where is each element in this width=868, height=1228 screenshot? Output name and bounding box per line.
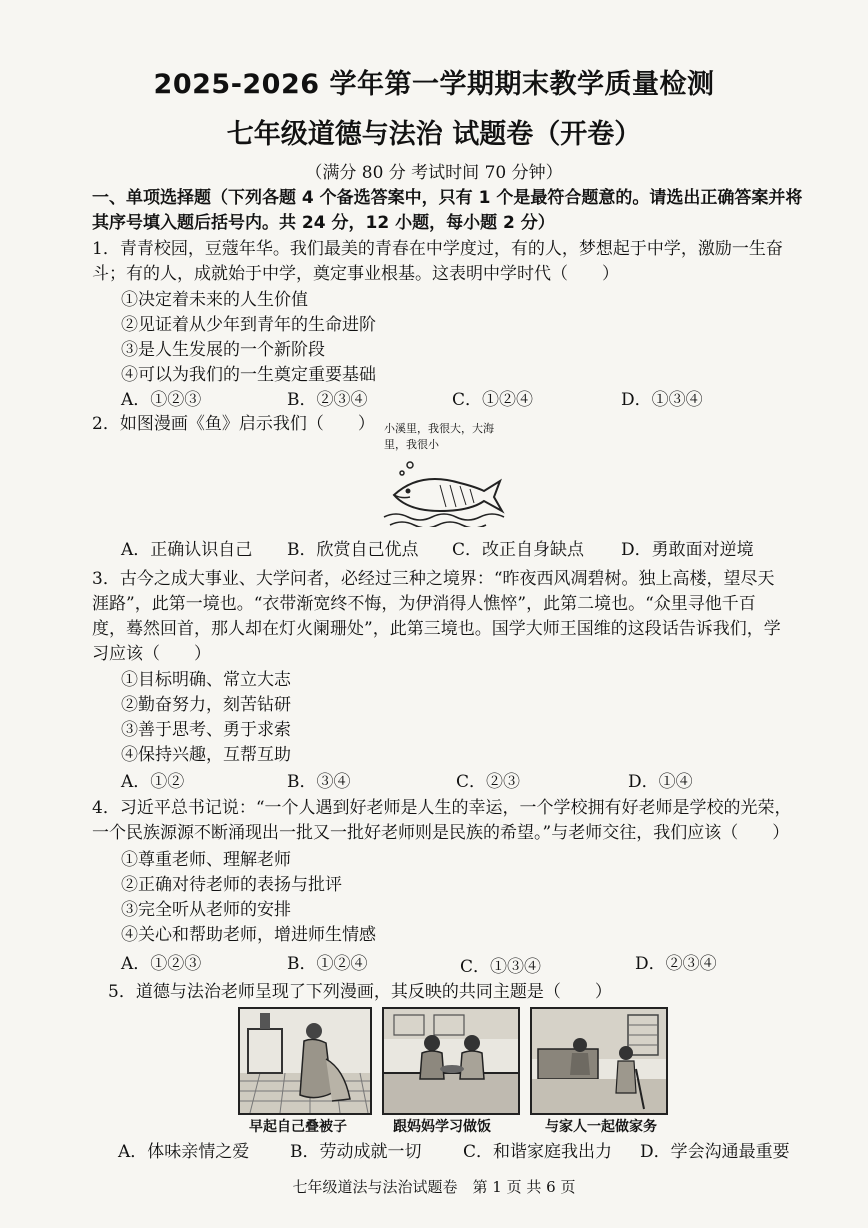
section-heading-line1: 一、单项选择题（下列各题 4 个备选答案中，只有 1 个是最符合题意的。请选出正确答案并将 xyxy=(92,188,803,208)
q3-stem-line4: 习应该（ ） xyxy=(92,644,211,664)
comic-bubble-line2: 里，我很小 xyxy=(384,438,439,451)
q1-stem-line2: 斗；有的人，成就始于中学，奠定事业根基。这表明中学时代（ ） xyxy=(92,264,619,284)
comic-caption: 跟妈妈学习做饭 xyxy=(393,1119,491,1135)
q1-stem-line1: 1．青青校园，豆蔻年华。我们最美的青春在中学度过，有的人，梦想起于中学，激励一生奋 xyxy=(92,239,783,259)
exam-title: 2025-2026 学年第一学期期末教学质量检测 xyxy=(153,69,715,100)
q1-item: ①决定着未来的人生价值 xyxy=(121,290,308,310)
q4-option-a: A．①②③ xyxy=(121,954,202,974)
q2-option-b: B．欣赏自己优点 xyxy=(287,540,419,560)
q1-option-d: D．①③④ xyxy=(621,390,703,410)
q5-option-d: D．学会沟通最重要 xyxy=(640,1142,790,1162)
q3-stem-line3: 度，蓦然回首，那人却在灯火阑珊处”，此第三境也。国学大师王国维的这段话告诉我们，学 xyxy=(92,619,781,639)
fish-comic-illustration xyxy=(380,455,510,527)
q3-item: ④保持兴趣，互帮互助 xyxy=(121,745,291,765)
comic-caption: 与家人一起做家务 xyxy=(545,1119,657,1135)
q4-item: ②正确对待老师的表扬与批评 xyxy=(121,875,342,895)
q4-item: ①尊重老师、理解老师 xyxy=(121,850,291,870)
q1-item: ②见证着从少年到青年的生命进阶 xyxy=(121,315,376,335)
q1-option-a: A．①②③ xyxy=(121,390,202,410)
q3-option-c: C．②③ xyxy=(456,772,521,792)
q5-option-c: C．和谐家庭我出力 xyxy=(463,1142,613,1162)
q2-option-c: C．改正自身缺点 xyxy=(452,540,585,560)
q2-option-d: D．勇敢面对逆境 xyxy=(621,540,754,560)
q1-option-c: C．①②④ xyxy=(452,390,534,410)
score-time-note: （满分 80 分 考试时间 70 分钟） xyxy=(305,163,563,183)
q3-item: ①目标明确、常立大志 xyxy=(121,670,291,690)
comic-bubble-line1: 小溪里，我很大，大海 xyxy=(384,422,494,435)
exam-subtitle: 七年级道德与法治 试题卷（开卷） xyxy=(226,119,642,150)
q3-option-d: D．①④ xyxy=(628,772,693,792)
q3-item: ③善于思考、勇于求索 xyxy=(121,720,291,740)
q4-item: ④关心和帮助老师，增进师生情感 xyxy=(121,925,376,945)
comic-caption: 早起自己叠被子 xyxy=(249,1119,347,1135)
q5-option-a: A．体味亲情之爱 xyxy=(118,1142,250,1162)
q4-option-c: C．①③④ xyxy=(460,957,542,977)
q5-stem: 5．道德与法治老师呈现了下列漫画，其反映的共同主题是（ ） xyxy=(108,982,612,1002)
q3-stem-line1: 3．古今之成大事业、大学问者，必经过三种之境界：“昨夜西风凋碧树。独上高楼，望尽天 xyxy=(92,569,775,589)
q1-option-b: B．②③④ xyxy=(287,390,368,410)
q2-stem: 2．如图漫画《鱼》启示我们（ ） xyxy=(92,414,375,434)
section-heading-line2: 其序号填入题后括号内。共 24 分，12 小题，每小题 2 分） xyxy=(92,213,555,233)
comic-panel-housework xyxy=(530,1007,668,1115)
page-footer: 七年级道法与法治试题卷 第 1 页 共 6 页 xyxy=(292,1178,576,1196)
q4-item: ③完全听从老师的安排 xyxy=(121,900,291,920)
q3-option-b: B．③④ xyxy=(287,772,351,792)
q3-stem-line2: 涯路”，此第一境也。“衣带渐宽终不悔，为伊消得人憔悴”，此第二境也。“众里寻他千百 xyxy=(92,594,756,614)
q1-item: ③是人生发展的一个新阶段 xyxy=(121,340,325,360)
q4-stem-line2: 一个民族源源不断涌现出一批又一批好老师则是民族的希望。”与老师交往，我们应该（ ） xyxy=(92,823,790,843)
q4-stem-line1: 4．习近平总书记说：“一个人遇到好老师是人生的幸运，一个学校拥有好老师是学校的光荣， xyxy=(92,798,792,818)
q4-option-d: D．②③④ xyxy=(635,954,717,974)
q3-item: ②勤奋努力，刻苦钻研 xyxy=(121,695,291,715)
comic-panel-fold-quilt xyxy=(238,1007,372,1115)
comic-panel-learn-cooking xyxy=(382,1007,520,1115)
q4-option-b: B．①②④ xyxy=(287,954,368,974)
q5-option-b: B．劳动成就一切 xyxy=(290,1142,422,1162)
q1-item: ④可以为我们的一生奠定重要基础 xyxy=(121,365,376,385)
q3-option-a: A．①② xyxy=(121,772,185,792)
q2-option-a: A．正确认识自己 xyxy=(121,540,253,560)
